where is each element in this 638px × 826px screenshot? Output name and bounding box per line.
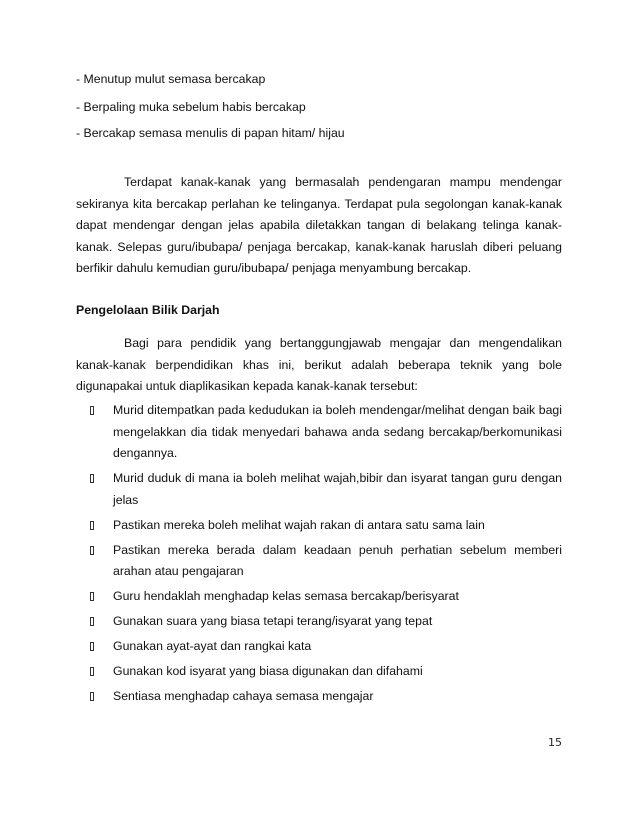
list-item-text: Gunakan suara yang biasa tetapi terang/isyarat yang tepat (113, 614, 433, 628)
list-item-text: Gunakan ayat-ayat dan rangkai kata (113, 639, 312, 653)
bullet-box-icon (90, 642, 94, 651)
list-item-text: Guru hendaklah menghadap kelas semasa bercakap/berisyarat (113, 589, 459, 603)
list-item (88, 686, 562, 708)
list-item (88, 400, 562, 465)
dash-line-1: - Menutup mulut semasa bercakap (76, 72, 266, 86)
page-number: 15 (548, 736, 562, 749)
paragraph-hearing (76, 172, 562, 280)
list-item (88, 611, 562, 633)
technique-list (88, 400, 562, 711)
list-item (88, 515, 562, 537)
list-item-text: Murid ditempatkan pada kedudukan ia boleh mendengar/melihat dengan baik bagi mengelakkan dia tidak menyedari bahawa anda sedang bercakap/berkomunikasi dengannya. (113, 403, 562, 460)
bullet-box-icon (90, 474, 94, 483)
paragraph-hearing-text: Terdapat kanak-kanak yang bermasalah pendengaran mampu mendengar sekiranya kita bercakap perlahan ke telinganya. Terdapat pula segolongan kanak-kanak dapat mendengar dengan jelas apabila diletakkan tangan di belakang telinga kanak-kanak. Selepas guru/ibubapa/ penjaga bercakap, kanak-kanak haruslah diberi peluang berfikir dahulu kemudian guru/ibubapa/ penjaga menyambung bercakap. (76, 175, 562, 275)
list-item-text: Sentiasa menghadap cahaya semasa mengajar (113, 689, 374, 703)
list-item (88, 661, 562, 683)
bullet-box-icon (90, 406, 94, 415)
bullet-box-icon (90, 692, 94, 701)
list-item (88, 586, 562, 608)
paragraph-techniques (76, 333, 562, 398)
list-item-text: Gunakan kod isyarat yang biasa digunakan dan difahami (113, 664, 423, 678)
list-item (88, 636, 562, 658)
bullet-box-icon (90, 546, 94, 555)
dash-line-3: - Bercakap semasa menulis di papan hitam/ hijau (76, 126, 345, 140)
bullet-box-icon (90, 592, 94, 601)
list-item-text: Pastikan mereka berada dalam keadaan penuh perhatian sebelum memberi arahan atau pengajaran (113, 542, 562, 578)
list-item-text: Murid duduk di mana ia boleh melihat wajah,bibir dan isyarat tangan guru dengan jelas (113, 471, 562, 507)
bullet-box-icon (90, 521, 94, 530)
dash-line-2: - Berpaling muka sebelum habis bercakap (76, 100, 306, 114)
list-item (88, 540, 562, 583)
list-item-text: Pastikan mereka boleh melihat wajah rakan di antara satu sama lain (113, 517, 485, 532)
section-heading: Pengelolaan Bilik Darjah (76, 303, 220, 317)
bullet-box-icon (90, 617, 94, 626)
paragraph-techniques-text: Bagi para pendidik yang bertanggungjawab mengajar dan mengendalikan kanak-kanak berpendidikan khas ini, berikut adalah beberapa teknik yang bole digunapakai untuk diaplikasikan kepada kanak-kanak tersebut: (76, 336, 562, 393)
bullet-box-icon (90, 667, 94, 676)
list-item (88, 468, 562, 511)
